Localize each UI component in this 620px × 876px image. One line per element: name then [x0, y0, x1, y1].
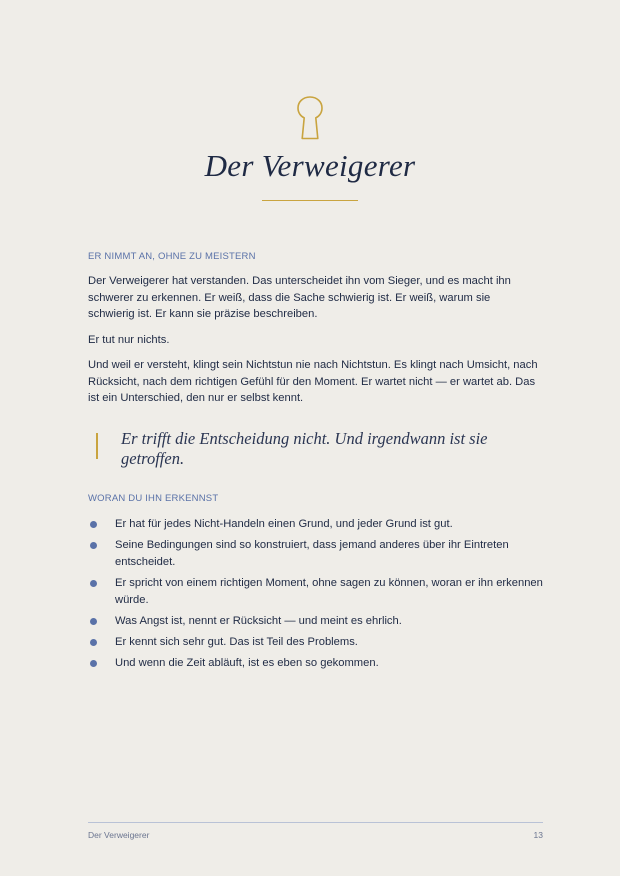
- list-item: [88, 613, 548, 630]
- section-heading-1: ER NIMMT AN, OHNE ZU MEISTERN: [88, 251, 256, 262]
- bullet-dot-icon: [90, 660, 97, 667]
- section-heading-2: WORAN DU IHN ERKENNST: [88, 493, 219, 504]
- list-item: [88, 655, 548, 672]
- list-item-text: Er kennt sich sehr gut. Das ist Teil des Problems.: [115, 635, 358, 648]
- paragraph-3: Und weil er versteht, klingt sein Nichtstun nie nach Nichtstun. Es klingt nach Umsicht, nach Rücksicht, nach dem richtigen Gefühl für den Moment. Er wartet nicht — er wartet ab. Das ist ein Unterschied, den nur er selbst kennt.: [88, 359, 538, 405]
- bullet-dot-icon: [90, 580, 97, 587]
- paragraph-1: Der Verweigerer hat verstanden. Das unterscheidet ihn vom Sieger, und es macht ihn schwerer zu erkennen. Er weiß, dass die Sache schwierig ist. Er weiß, warum sie schwierig ist. Er kann sie präzise beschreiben.: [88, 275, 511, 321]
- paragraph-2: Er tut nur nichts.: [88, 334, 170, 346]
- page-number: 13: [533, 830, 543, 840]
- quote-bar: [96, 433, 98, 459]
- bullet-dot-icon: [90, 639, 97, 646]
- title-divider: [262, 200, 358, 201]
- list-item-text: Seine Bedingungen sind so konstruiert, dass jemand anderes über ihr Eintreten entscheidet.: [115, 539, 509, 568]
- footer-title: Der Verweigerer: [88, 830, 150, 840]
- list-item-text: Was Angst ist, nennt er Rücksicht — und meint es ehrlich.: [115, 614, 402, 627]
- list-item: [88, 634, 548, 651]
- bullet-dot-icon: [90, 521, 97, 528]
- list-item-text: Er hat für jedes Nicht-Handeln einen Grund, und jeder Grund ist gut.: [115, 518, 453, 530]
- keyhole-icon: [296, 95, 324, 141]
- bullet-dot-icon: [90, 542, 97, 549]
- list-item: [88, 516, 548, 533]
- bullet-dot-icon: [90, 618, 97, 625]
- list-item-text: Er spricht von einem richtigen Moment, ohne sagen zu können, woran er ihn erkennen würde.: [115, 576, 543, 606]
- list-item: [88, 537, 548, 570]
- page-title: Der Verweigerer: [204, 148, 416, 183]
- trait-list: [88, 516, 548, 676]
- list-item: [88, 575, 548, 608]
- pull-quote: Er trifft die Entscheidung nicht. Und irgendwann ist sie getroffen.: [121, 429, 488, 468]
- footer-divider: [88, 822, 543, 823]
- list-item-text: Und wenn die Zeit abläuft, ist es eben so gekommen.: [115, 657, 379, 670]
